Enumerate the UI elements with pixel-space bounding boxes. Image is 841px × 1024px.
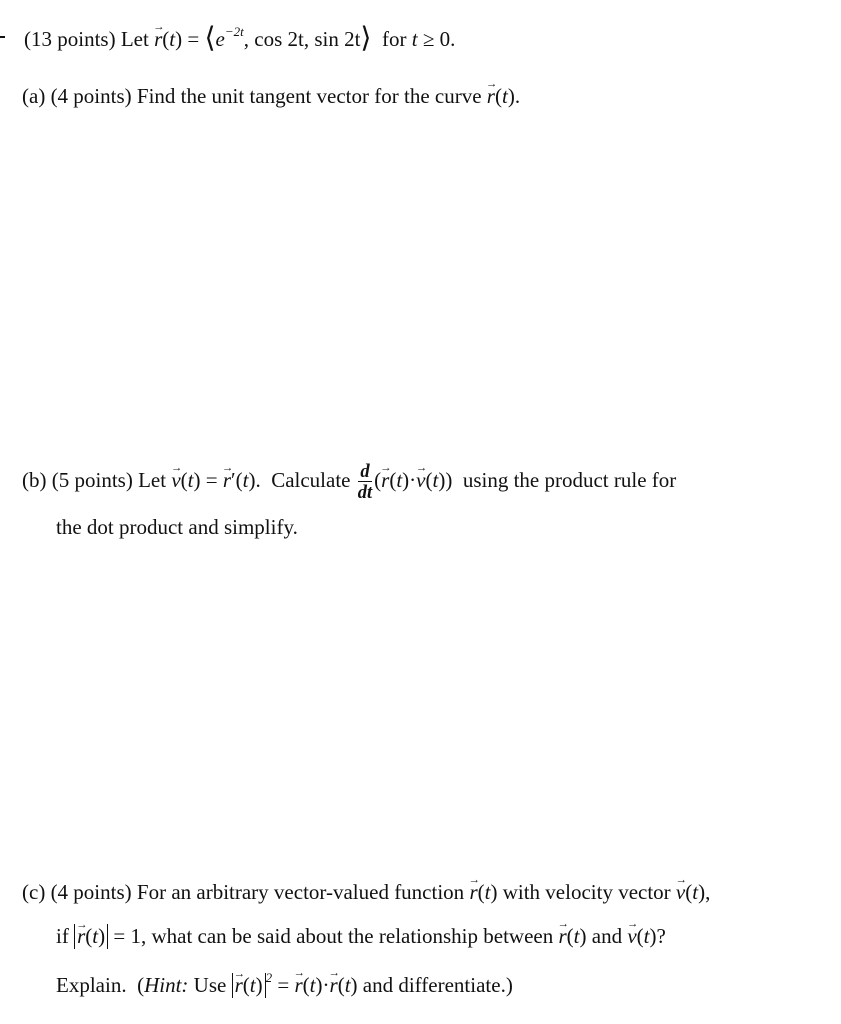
problem-statement: (13 points) Let → $r(t) = ⟨e^{-2t}$, cos 2t, sin 2t⟩ for t ≥ 0.	[24, 24, 455, 52]
part-c-question: (c) (4 points) For an arbitrary vector-valued function → r(t) with velocity vector → v(t),	[22, 880, 710, 905]
part-b-line2: the dot product and simplify.	[56, 515, 298, 539]
part-a-question: (a) (4 points) Find the unit tangent vector for the curve → r(t).	[22, 84, 520, 109]
r-vector: → r	[154, 27, 162, 52]
margin-mark	[0, 36, 5, 38]
derivative-fraction: $\frac{d}{dt}$	[357, 461, 373, 503]
part-c-line2: if → r(t) = 1, what can be said about the relationship between → r(t) and → v(t)?	[56, 924, 666, 949]
part-c-line3: Explain. (Hint: Use → r(t) $^2$ = → r(t)·→ r(t) and differentiate.)	[56, 970, 513, 998]
part-b-question: (b) (5 points) Let → v(t) = → r′(t). Calculate $\frac{d}{dt}$ (→ r(t)·→ v(t)) using the product rule for	[22, 462, 676, 502]
